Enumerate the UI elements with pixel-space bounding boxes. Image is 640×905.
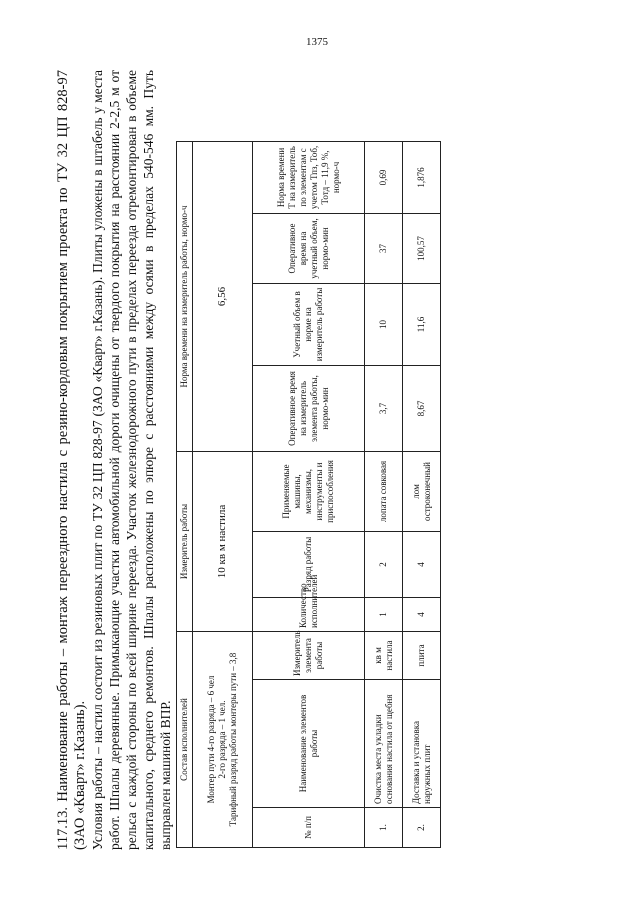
- norm-value: 6,56: [193, 141, 253, 451]
- header-meter: Измеритель работы: [177, 451, 193, 631]
- norms-table: [176, 141, 441, 848]
- header-staff: Состав исполнителей: [177, 632, 193, 848]
- staff-line-3: Тарифный разряд работы монтеры пути – 3,8: [228, 652, 238, 827]
- meter-value: 10 кв м настила: [193, 451, 253, 631]
- staff-cell: [193, 632, 253, 848]
- intro-text: [55, 70, 174, 850]
- cell-unit: кв м настила: [365, 632, 403, 680]
- table-header-row-2: [193, 141, 253, 847]
- cell-op-time-vol: 37: [365, 213, 403, 283]
- cell-tools: лопата совковая: [365, 451, 403, 531]
- table-header-row-1: [177, 141, 193, 847]
- cell-op-time: 8,67: [403, 365, 441, 451]
- table-row: [365, 141, 403, 847]
- col-op-time: Оперативное время на измеритель элемента работы, нормо-мин: [253, 365, 365, 451]
- col-grade: Разряд работы: [253, 532, 365, 598]
- cell-norm-t: 0,69: [365, 141, 403, 213]
- cell-grade: 4: [403, 532, 441, 598]
- cell-tools: лом остроконечный: [403, 451, 441, 531]
- work-conditions: Условия работы – настил состоит из резиновых плит по ТУ 32 ЦП 828-97 (ЗАО «Кварт» г.Казань). Плиты уложены в штабель у места работ. Шпалы деревянные. Примыкающие участки автомобильной дороги очищены от твердого покрытия на расстоянии 2-2,5 м от рельса с каждой стороны по всей ширине переезда. Участок железнодорожного пути в пределах переезда отремонтирован в объеме капитального, среднего ремонтов. Шпалы расположены по эпюре с расстояниями между осями в пределах 540-546 мм. Путь выправлен машиной ВПР.: [90, 70, 173, 850]
- cell-norm-t: 1,876: [403, 141, 441, 213]
- col-unit: Измеритель элемента работы: [253, 632, 365, 680]
- col-op-time-vol: Оперативное время на учетный объем, нормо-мин: [253, 213, 365, 283]
- cell-count: 4: [403, 598, 441, 632]
- cell-name: Доставка и установка наружных плит: [403, 680, 441, 808]
- col-num: № п/п: [253, 808, 365, 848]
- col-norm-t: Норма времени Т на измеритель по элементам с учетом Тпз, Тоб, Тотд – 11,9 %, нормо-ч: [253, 141, 365, 213]
- col-tools: Применяемые машины, механизмы, инструменты и приспособления: [253, 451, 365, 531]
- cell-volume: 10: [365, 283, 403, 365]
- cell-unit: плита: [403, 632, 441, 680]
- staff-line-2: 2-го разряда – 1 чел.: [217, 700, 227, 779]
- col-volume: Учетный объем в норме на измеритель работы: [253, 283, 365, 365]
- col-count: Количество исполнителей: [253, 598, 365, 632]
- cell-grade: 2: [365, 532, 403, 598]
- cell-name: Очистка места укладки основания настила от щебня: [365, 680, 403, 808]
- page-number: 1375: [306, 36, 328, 48]
- table-col-headers: [253, 141, 365, 847]
- col-name: Наименование элементов работы: [253, 680, 365, 808]
- cell-count: 1: [365, 598, 403, 632]
- header-norm: Норма времени на измеритель работы, нормо-ч: [177, 141, 193, 451]
- cell-num: 1.: [365, 808, 403, 848]
- rotated-content: [55, 70, 565, 850]
- cell-volume: 11,6: [403, 283, 441, 365]
- table-row: [403, 141, 441, 847]
- section-heading: 117.13. Наименование работы – монтаж переездного настила с резино-кордовым покрытием проекта по ТУ 32 ЦП 828-97 (ЗАО «Кварт» г.Казань).: [55, 70, 88, 850]
- cell-num: 2.: [403, 808, 441, 848]
- cell-op-time-vol: 100,57: [403, 213, 441, 283]
- staff-line-1: Монтер пути 4-го разряда – 6 чел: [206, 675, 216, 804]
- cell-op-time: 3,7: [365, 365, 403, 451]
